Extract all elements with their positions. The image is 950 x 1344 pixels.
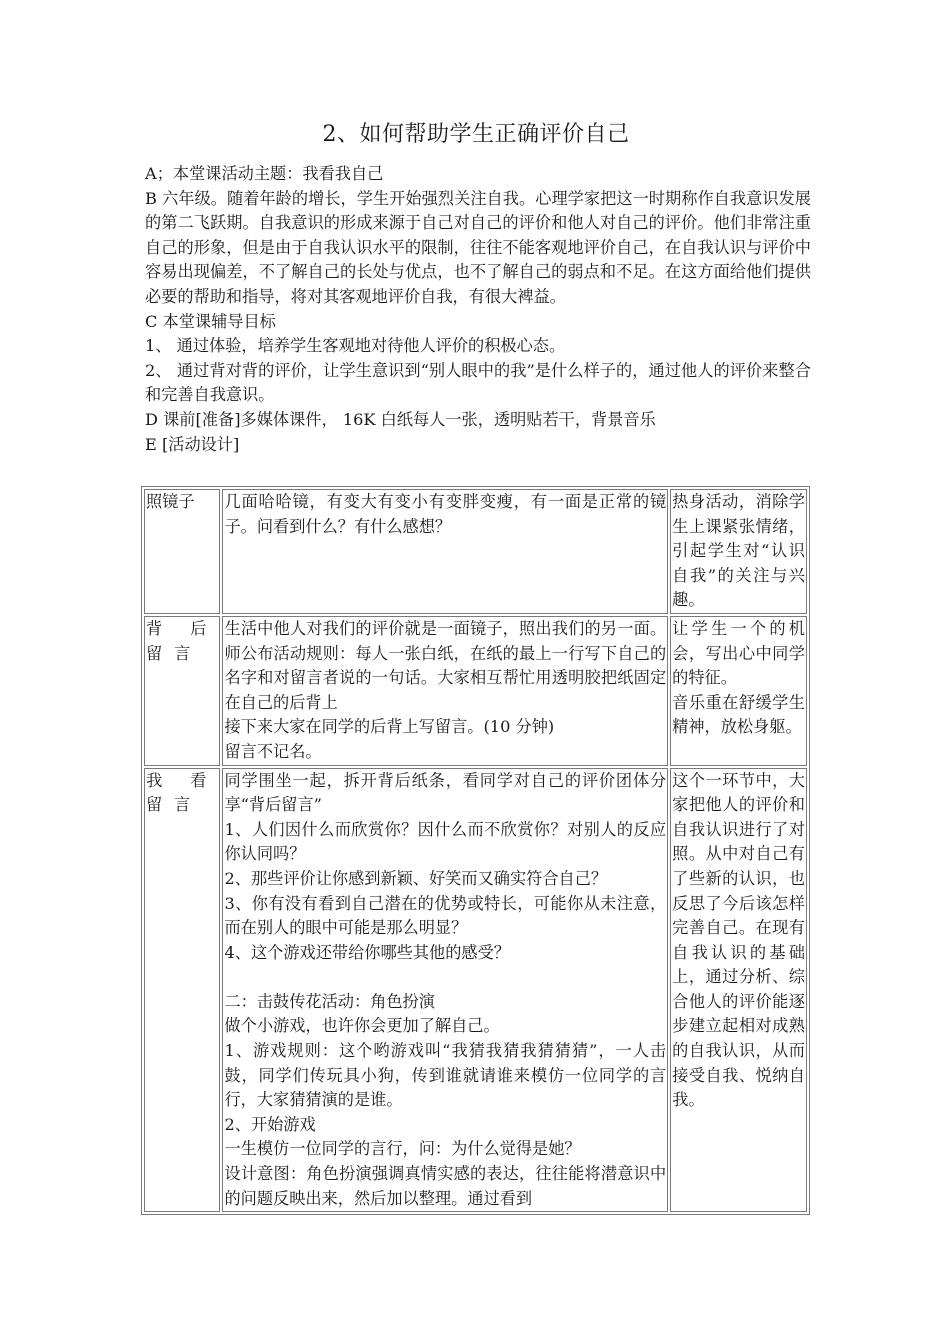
content-line: 几面哈哈镜，有变大有变小有变胖变瘦，有一面是正常的镜子。问看到什么？有什么感想？ — [224, 492, 667, 536]
content-line: 做个小游戏，也许你会更加了解自己。 — [224, 1016, 500, 1036]
content-line: 生活中他人对我们的评价就是一面镜子，照出我们的另一面。师公布活动规则：每人一张白纸，在纸的最上一行写下自己的名字和对留言者说的一句话。大家相互帮忙用透明胶把纸固定在自己的后背上 — [224, 618, 667, 712]
activity-name: 照镜子 — [146, 492, 195, 511]
content-line: 留言不记名。 — [224, 741, 322, 761]
purpose-line: 热身活动，消除学生上课紧张情绪，引起学生对“认识自我”的关注与兴趣。 — [672, 492, 805, 610]
table-row — [144, 489, 807, 614]
purpose-line: 让学生一个的机会，写出心中同学的特征。 — [672, 618, 805, 688]
activity-content-cell — [222, 768, 668, 1213]
activity-purpose-cell — [670, 768, 807, 1213]
paragraph-d: D 课前[准备]多媒体课件， 16K 白纸每人一张，透明贴若干，背景音乐 — [145, 409, 656, 429]
table-row — [144, 768, 807, 1213]
activity-design-table — [141, 486, 810, 1215]
paragraph-c: C 本堂课辅导目标 — [145, 311, 276, 331]
activity-name-cell — [144, 768, 220, 1213]
paragraph-b: B 六年级。随着年龄的增长，学生开始强烈关注自我。心理学家把这一时期称作自我意识发展的第二飞跃期。自我意识的形成来源于自己对自己的评价和他人对自己的评价。他们非常注重自己的形象，但是由于自我认识水平的限制，往往不能客观地评价自己，在自我认识与评价中容易出现偏差，不了解自己的长处与优点，也不了解自己的弱点和不足。在这方面给他们提供必要的帮助和指导，将对其客观地评价自我，有很大裨益。 — [145, 188, 811, 306]
content-line: 3、你有没有看到自己潜在的优势或特长，可能你从未注意，而在别人的眼中可能是那么明显？ — [224, 893, 667, 938]
content-line: 二：击鼓传花活动：角色扮演 — [224, 991, 435, 1011]
content-line: 2、开始游戏 — [224, 1114, 316, 1134]
activity-name-cell — [144, 489, 220, 614]
content-line: 接下来大家在同学的后背上写留言。(10 分钟) — [224, 717, 555, 737]
content-line: 一生模仿一位同学的言行，问：为什么觉得是她？ — [224, 1139, 581, 1159]
content-line: 1、人们因什么而欣赏你？因什么而不欣赏你？对别人的反应你认同吗？ — [224, 819, 667, 864]
table-row — [144, 616, 807, 766]
purpose-line: 这个一环节中，大家把他人的评价和自我认识进行了对照。从中对自己有了些新的认识，也反思了今后该怎样完善自己。在现有自我认识的基础上，通过分析、综合他人的评价能逐步建立起相对成熟的自我认识，从而接受自我、悦纳自我。 — [672, 770, 805, 1110]
blank-line — [224, 965, 666, 990]
goal-2: 2、 通过背对背的评价，让学生意识到“别人眼中的我”是什么样子的，通过他人的评价来整合和完善自我意识。 — [145, 360, 811, 405]
purpose-line: 音乐重在舒缓学生精神，放松身躯。 — [672, 692, 805, 737]
activity-purpose-cell — [670, 489, 807, 614]
document-title: 2、如何帮助学生正确评价自己 — [322, 122, 630, 147]
content-line: 1、游戏规则：这个哟游戏叫“我猜我猜我猜猜猜”，一人击鼓，同学们传玩具小狗，传到谁就请谁来模仿一位同学的言行，大家猜猜演的是谁。 — [224, 1041, 667, 1110]
content-line: 2、那些评价让你感到新颖、好笑而又确实符合自己？ — [224, 868, 608, 888]
content-line: 4、这个游戏还带给你哪些其他的感受？ — [224, 942, 510, 962]
content-line: 同学围坐一起，拆开背后纸条，看同学对自己的评价团体分享“背后留言” — [224, 770, 667, 815]
activity-name: 我看留言 — [146, 770, 219, 815]
activity-content-cell — [222, 616, 668, 766]
activity-purpose-cell — [670, 616, 807, 766]
goal-1: 1、 通过体验，培养学生客观地对待他人评价的积极心态。 — [145, 336, 566, 356]
paragraph-a: A；本堂课活动主题：我看我自己 — [145, 164, 384, 183]
activity-name: 背后留言 — [146, 618, 219, 663]
activity-name-cell — [144, 616, 220, 766]
activity-content-cell — [222, 489, 668, 614]
content-line: 设计意图：角色扮演强调真情实感的表达，往往能将潜意识中的问题反映出来，然后加以整理。通过看到 — [224, 1164, 667, 1208]
paragraph-e: E [活动设计] — [145, 434, 240, 454]
intro-section — [145, 162, 811, 457]
